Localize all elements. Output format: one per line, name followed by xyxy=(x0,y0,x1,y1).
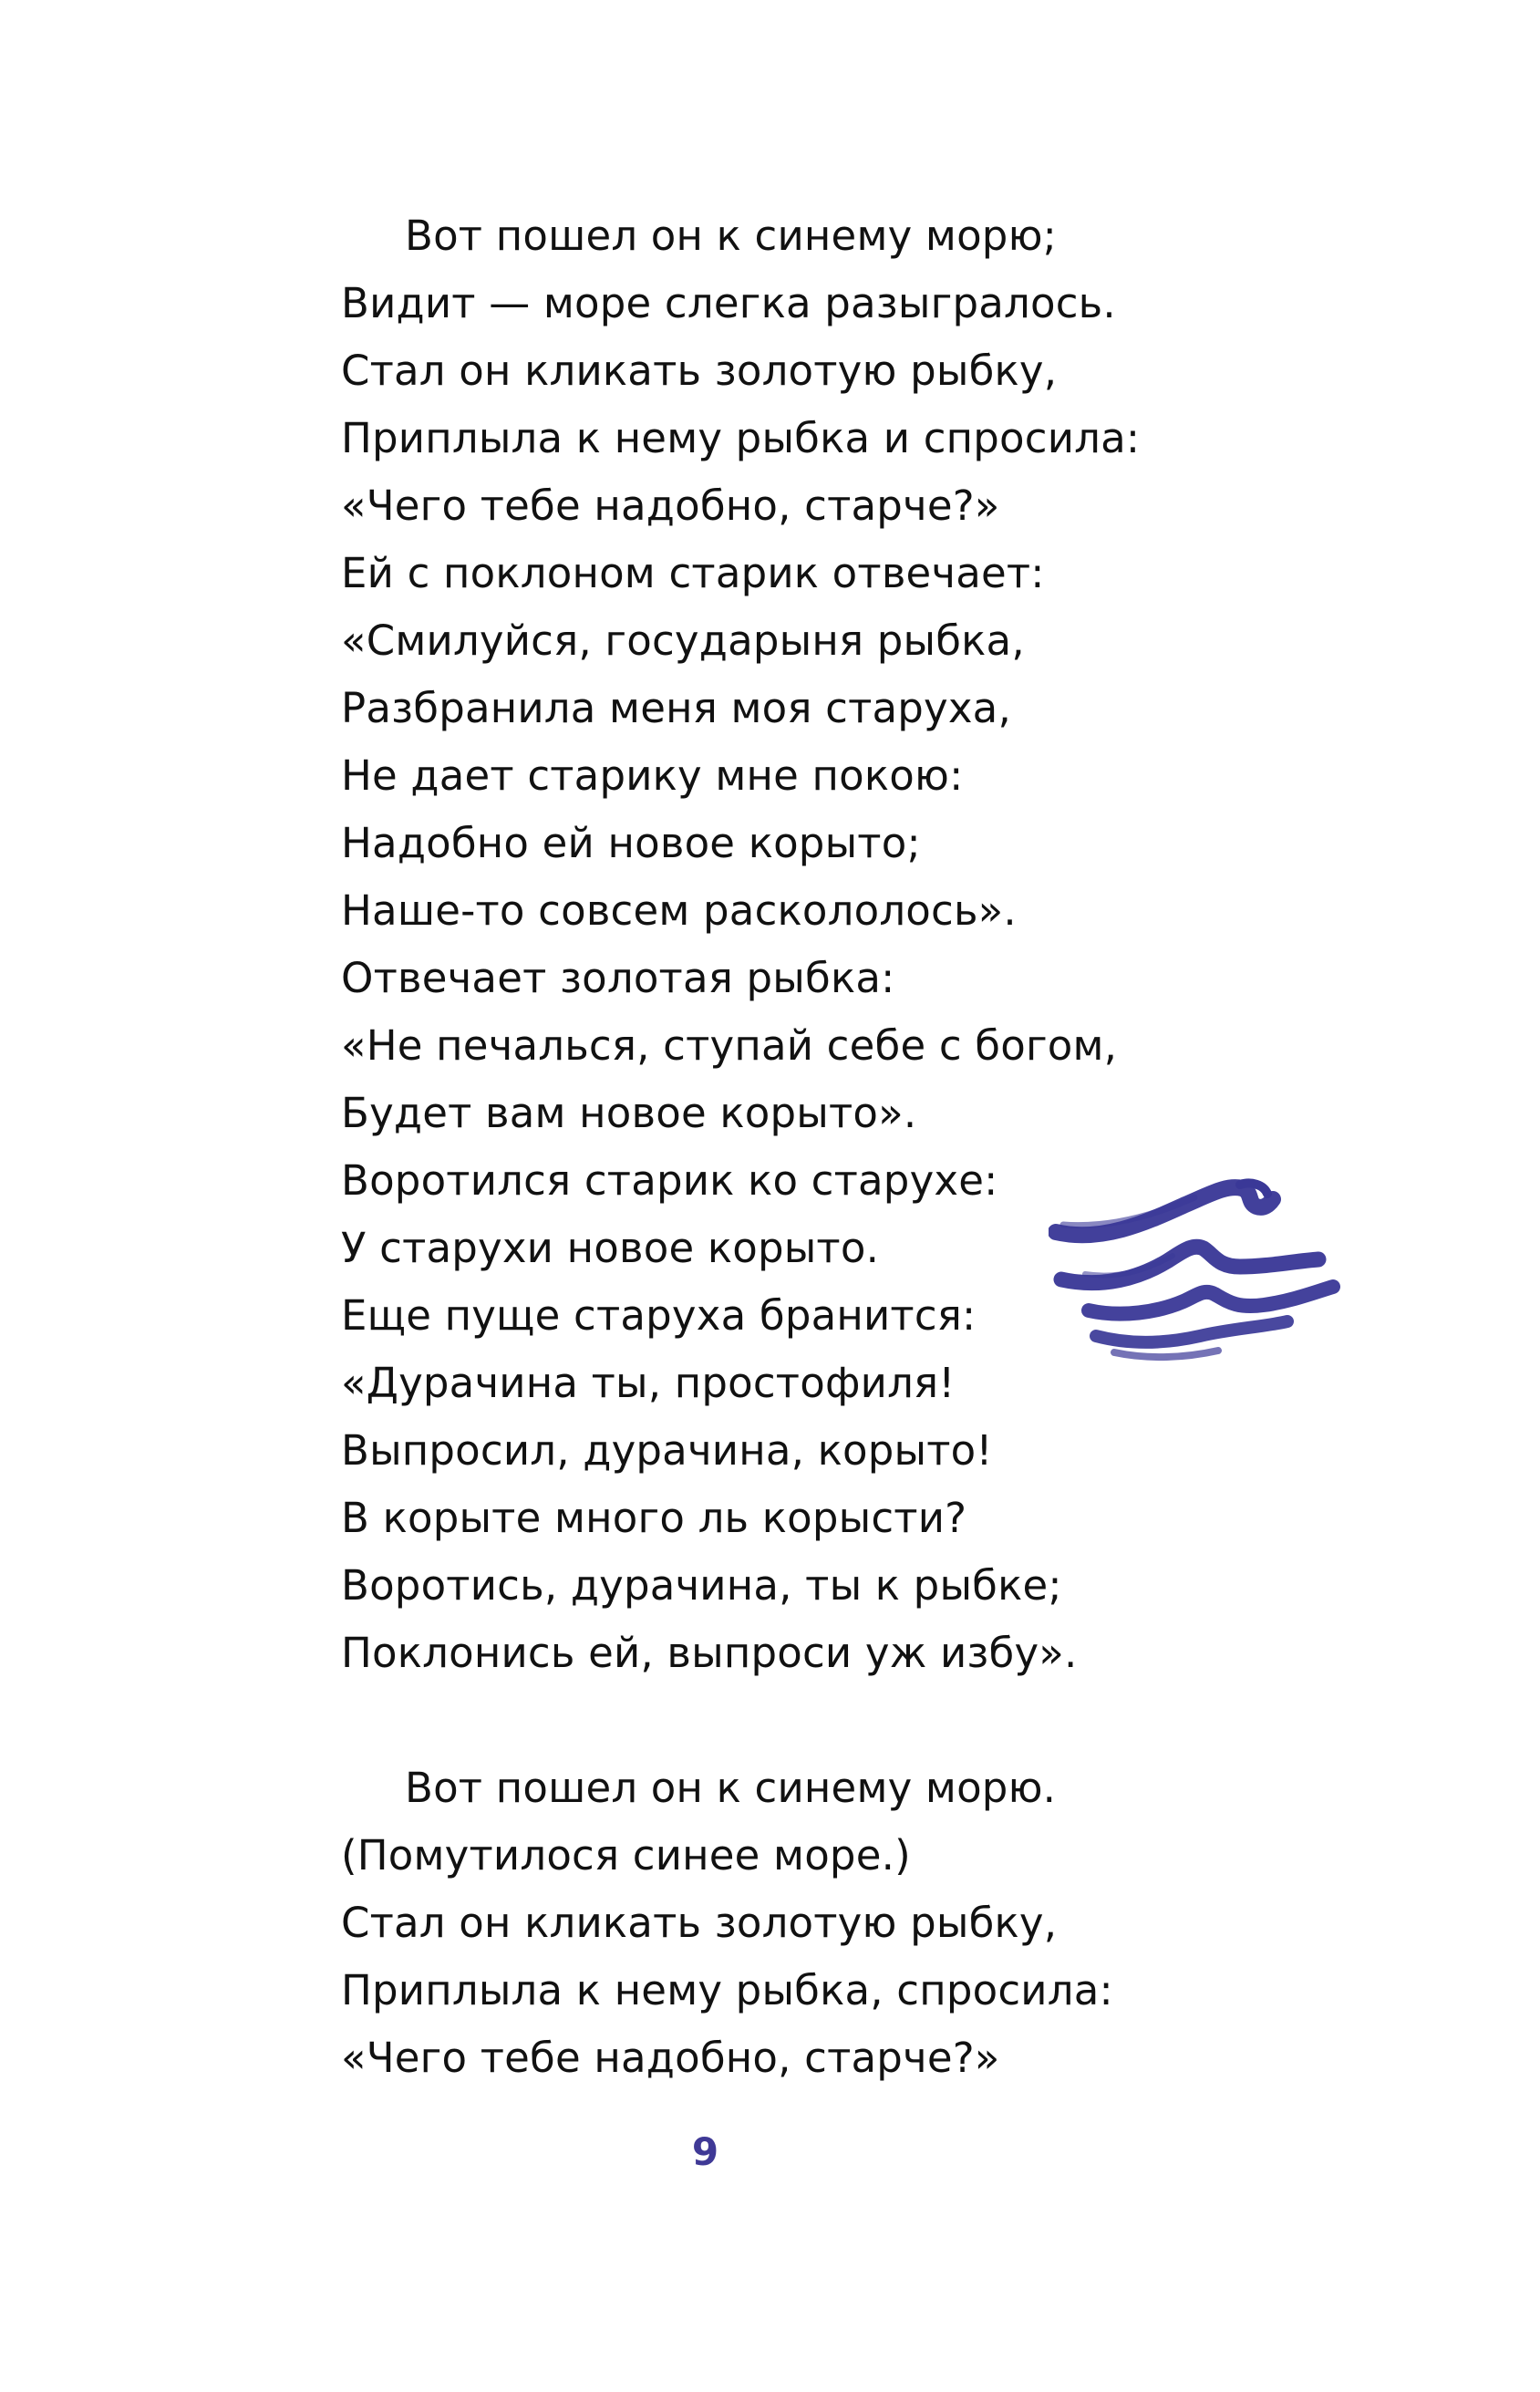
poem-line: Воротился старик ко старухе: xyxy=(341,1156,998,1205)
poem-line: «Чего тебе надобно, старче?» xyxy=(341,482,1000,530)
poem-line: Стал он кликать золотую рыбку, xyxy=(341,1899,1058,1947)
poem-line: Приплыла к нему рыбка и спросила: xyxy=(341,414,1141,462)
poem-line: Стал он кликать золотую рыбку, xyxy=(341,347,1058,395)
poem-line: «Смилуйся, государыня рыбка, xyxy=(341,616,1025,665)
poem-line: (Помутилося синее море.) xyxy=(341,1831,911,1879)
wave-stroke xyxy=(1096,1321,1287,1342)
poem-line: Вот пошел он к синему морю; xyxy=(405,212,1058,260)
poem-line: Воротись, дурачина, ты к рыбке; xyxy=(341,1561,1062,1610)
wave-stroke xyxy=(1114,1351,1218,1357)
poem-line: Наше-то совсем раскололось». xyxy=(341,886,1017,935)
poem-line: «Не печалься, ступай себе с богом, xyxy=(341,1021,1118,1070)
poem-line: «Дурачина ты, простофиля! xyxy=(341,1359,956,1407)
poem-line: «Чего тебе надобно, старче?» xyxy=(341,2034,1000,2082)
stanza-2 xyxy=(341,1755,1162,2092)
sea-waves-icon xyxy=(1049,1172,1340,1368)
poem-line: Будет вам новое корыто». xyxy=(341,1089,917,1137)
poem-line: У старухи новое корыто. xyxy=(341,1224,880,1272)
wave-stroke xyxy=(1089,1287,1333,1314)
poem-line: Не дает старику мне покою: xyxy=(341,751,964,800)
poem-line: Еще пуще старуха бранится: xyxy=(341,1291,977,1340)
poem-line: В корыте много ль корысти? xyxy=(341,1494,967,1542)
poem-line: Поклонись ей, выпроси уж избу». xyxy=(341,1629,1078,1677)
poem-line: Надобно ей новое корыто; xyxy=(341,819,921,867)
poem-line: Отвечает золотая рыбка: xyxy=(341,954,895,1002)
poem-line: Видит — море слегка разыгралось. xyxy=(341,279,1116,327)
poem-line: Вот пошел он к синему морю. xyxy=(405,1764,1057,1812)
poem-line: Приплыла к нему рыбка, спросила: xyxy=(341,1966,1113,2014)
poem-line: Ей с поклоном старик отвечает: xyxy=(341,549,1045,597)
poem-text xyxy=(341,202,1162,2092)
page-number: 9 xyxy=(691,2129,719,2174)
poem-line: Разбранила меня моя старуха, xyxy=(341,684,1011,732)
poem-line: Выпросил, дурачина, корыто! xyxy=(341,1426,993,1475)
stanza-1 xyxy=(341,202,1162,1687)
